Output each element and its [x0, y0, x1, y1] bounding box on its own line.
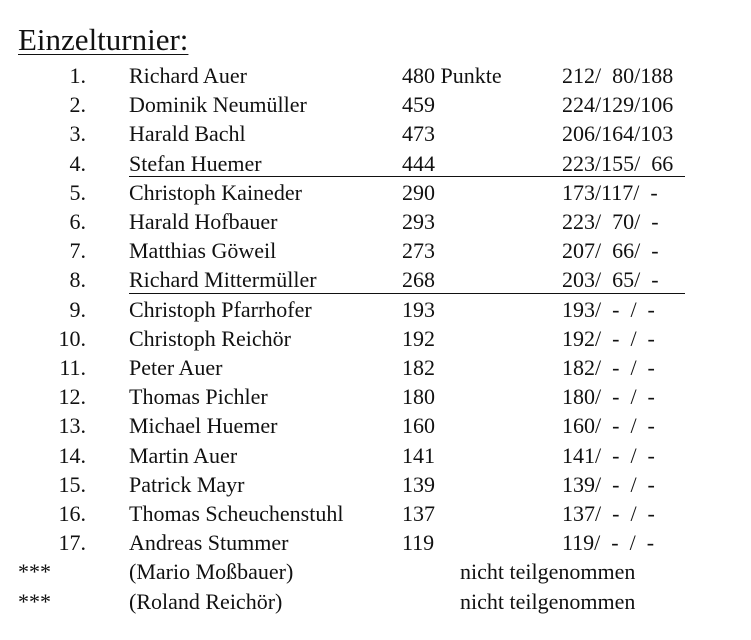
- group-separator-line: [129, 293, 685, 294]
- points-cell: 180: [402, 384, 435, 410]
- rank-cell: 15.: [58, 471, 86, 497]
- table-row: [0, 530, 751, 559]
- games-cell: 139/ - / -: [562, 471, 655, 497]
- note-cell: nicht teilgenommen: [460, 588, 636, 614]
- player-name: Martin Auer: [129, 442, 238, 468]
- rank-cell: 16.: [58, 501, 86, 526]
- not-participated-row: [0, 559, 751, 588]
- points-cell: 192: [402, 325, 435, 351]
- table-row: [0, 501, 751, 530]
- table-row: [0, 238, 751, 267]
- points-cell: 480 Punkte: [402, 63, 502, 88]
- player-name: Andreas Stummer: [129, 530, 289, 556]
- points-cell: 160: [402, 413, 435, 439]
- games-cell: 180/ - / -: [562, 384, 655, 410]
- table-row: [0, 472, 751, 501]
- games-cell: 203/ 65/ -: [562, 267, 659, 293]
- points-cell: 119: [402, 530, 435, 556]
- rank-cell: 8.: [69, 267, 86, 293]
- player-name: Richard Mittermüller: [129, 267, 317, 293]
- player-name: Matthias Göweil: [129, 238, 277, 264]
- points-cell: 290: [402, 179, 435, 205]
- rank-cell: 17.: [58, 530, 86, 556]
- points-cell: 139: [402, 471, 435, 497]
- player-name: Harald Bachl: [129, 121, 246, 147]
- player-name: Christoph Pfarrhofer: [129, 296, 312, 322]
- player-name: Christoph Reichör: [129, 325, 291, 351]
- group-separator-line: [129, 176, 685, 177]
- games-cell: 160/ - / -: [562, 413, 655, 439]
- games-cell: 119/ - / -: [562, 530, 655, 556]
- rank-cell: 12.: [58, 384, 86, 410]
- games-cell: 192/ - / -: [562, 325, 655, 351]
- table-row: [0, 443, 751, 472]
- points-cell: 193: [402, 296, 435, 322]
- games-cell: 193/ - / -: [562, 296, 655, 322]
- table-row: [0, 384, 751, 413]
- player-name: Thomas Pichler: [129, 384, 268, 410]
- note-cell: nicht teilgenommen: [460, 559, 636, 585]
- games-cell: 224/129/106: [562, 92, 674, 118]
- table-row: [0, 121, 751, 150]
- games-cell: 212/ 80/188: [562, 63, 674, 88]
- rank-cell: 13.: [58, 413, 86, 439]
- games-cell: 223/ 70/ -: [562, 209, 659, 234]
- marker-cell: ***: [18, 588, 51, 614]
- games-cell: 141/ - / -: [562, 442, 655, 468]
- rank-cell: 5.: [69, 179, 86, 205]
- games-cell: 182/ - / -: [562, 355, 655, 380]
- not-participated-row: [0, 589, 751, 618]
- table-row: [0, 63, 751, 92]
- points-cell: 268: [402, 267, 435, 293]
- player-name: Thomas Scheuchenstuhl: [129, 501, 344, 526]
- rank-cell: 2.: [69, 92, 86, 118]
- table-row: [0, 180, 751, 209]
- player-name: (Roland Reichör): [129, 588, 283, 614]
- points-cell: 444: [402, 150, 435, 176]
- player-name: Stefan Huemer: [129, 150, 262, 176]
- games-cell: 173/117/ -: [562, 179, 658, 205]
- games-cell: 207/ 66/ -: [562, 238, 659, 264]
- rank-cell: 14.: [58, 442, 86, 468]
- points-cell: 182: [402, 355, 435, 380]
- rank-cell: 3.: [69, 121, 86, 147]
- table-row: [0, 297, 751, 326]
- player-name: Patrick Mayr: [129, 471, 245, 497]
- player-name: (Mario Moßbauer): [129, 559, 294, 585]
- table-row: [0, 209, 751, 238]
- table-row: [0, 355, 751, 384]
- games-cell: 206/164/103: [562, 121, 674, 147]
- player-name: Harald Hofbauer: [129, 209, 278, 234]
- rank-cell: 4.: [69, 150, 86, 176]
- points-cell: 473: [402, 121, 435, 147]
- games-cell: 223/155/ 66: [562, 150, 674, 176]
- points-cell: 141: [402, 442, 435, 468]
- rank-cell: 7.: [69, 238, 86, 264]
- table-row: [0, 92, 751, 121]
- rank-cell: 11.: [59, 355, 86, 380]
- table-row: [0, 413, 751, 442]
- player-name: Michael Huemer: [129, 413, 278, 439]
- rank-cell: 6.: [69, 209, 86, 234]
- player-name: Dominik Neumüller: [129, 92, 307, 118]
- rank-cell: 1.: [69, 63, 86, 88]
- points-cell: 137: [402, 501, 435, 526]
- player-name: Christoph Kaineder: [129, 179, 302, 205]
- page-title: Einzelturnier:: [18, 22, 189, 57]
- rank-cell: 10.: [58, 325, 86, 351]
- games-cell: 137/ - / -: [562, 501, 655, 526]
- points-cell: 459: [402, 92, 435, 118]
- player-name: Richard Auer: [129, 63, 247, 88]
- player-name: Peter Auer: [129, 355, 223, 380]
- table-row: [0, 326, 751, 355]
- marker-cell: ***: [18, 559, 51, 585]
- points-cell: 293: [402, 209, 435, 234]
- points-cell: 273: [402, 238, 435, 264]
- rank-cell: 9.: [69, 296, 86, 322]
